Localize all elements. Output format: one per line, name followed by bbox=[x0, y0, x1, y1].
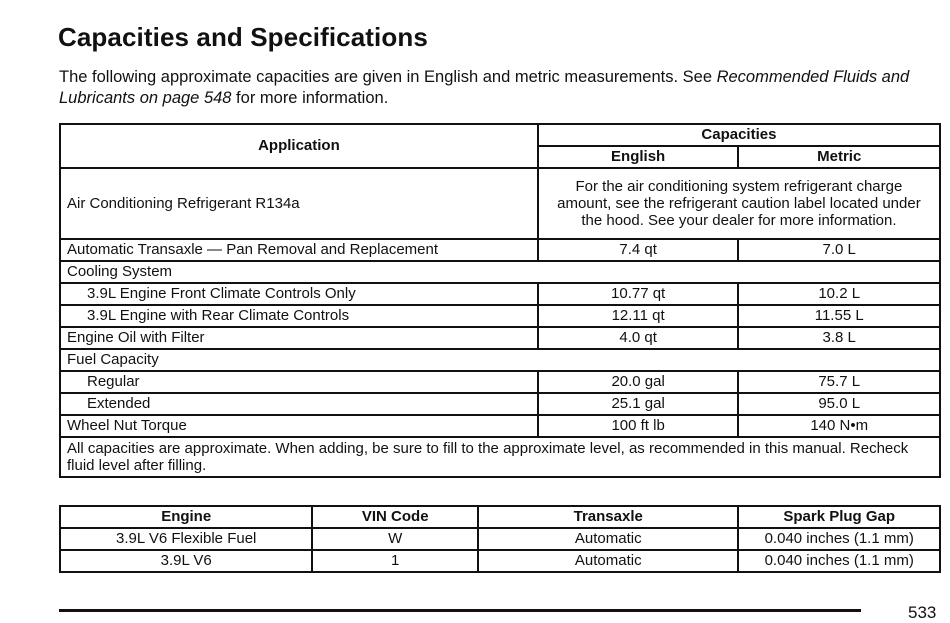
ac-note-cell: For the air conditioning system refrigerant charge amount, see the refrigerant caution label located under the hood. See your dealer for more information. bbox=[538, 168, 940, 239]
page-number: 533 bbox=[908, 603, 937, 622]
intro-paragraph bbox=[59, 67, 944, 109]
table-row bbox=[60, 305, 940, 327]
engine-specifications-table bbox=[59, 505, 941, 573]
english-cell: 4.0 qt bbox=[538, 327, 739, 349]
table-row bbox=[60, 393, 940, 415]
table-row bbox=[60, 168, 940, 239]
application-cell: Engine Oil with Filter bbox=[60, 327, 538, 349]
intro-text: The following approximate capacities are given in English and metric measurements. See bbox=[59, 68, 717, 86]
engine-cell: 3.9L V6 bbox=[60, 550, 312, 572]
header-english: English bbox=[538, 146, 739, 168]
table-row bbox=[60, 239, 940, 261]
header-application: Application bbox=[60, 124, 538, 168]
header-engine: Engine bbox=[60, 506, 312, 528]
application-cell: Regular bbox=[60, 371, 538, 393]
header-spark-plug-gap: Spark Plug Gap bbox=[738, 506, 940, 528]
transaxle-cell: Automatic bbox=[478, 528, 738, 550]
header-capacities: Capacities bbox=[538, 124, 940, 146]
table-row bbox=[60, 528, 940, 550]
section-cell: Cooling System bbox=[60, 261, 940, 283]
table-header-row bbox=[60, 124, 940, 146]
metric-cell: 95.0 L bbox=[738, 393, 940, 415]
engine-cell: 3.9L V6 Flexible Fuel bbox=[60, 528, 312, 550]
page-title: Capacities and Specifications bbox=[58, 22, 428, 52]
table-section-row bbox=[60, 349, 940, 371]
table-row bbox=[60, 550, 940, 572]
english-cell: 7.4 qt bbox=[538, 239, 739, 261]
application-cell: 3.9L Engine with Rear Climate Controls bbox=[60, 305, 538, 327]
table-row bbox=[60, 327, 940, 349]
english-cell: 12.11 qt bbox=[538, 305, 739, 327]
table-header-row bbox=[60, 506, 940, 528]
metric-cell: 3.8 L bbox=[738, 327, 940, 349]
metric-cell: 10.2 L bbox=[738, 283, 940, 305]
footnote-cell: All capacities are approximate. When adding, be sure to fill to the approximate level, as recommended in this manual. Recheck fluid level after filling. bbox=[60, 437, 940, 477]
metric-cell: 7.0 L bbox=[738, 239, 940, 261]
footer-rule bbox=[59, 609, 861, 612]
header-transaxle: Transaxle bbox=[478, 506, 738, 528]
intro-text-end: for more information. bbox=[231, 89, 389, 107]
application-cell: Air Conditioning Refrigerant R134a bbox=[60, 168, 538, 239]
intro-reference: Recommended Fluids and Lubricants on page 548 bbox=[59, 68, 910, 107]
spark-plug-gap-cell: 0.040 inches (1.1 mm) bbox=[738, 528, 940, 550]
transaxle-cell: Automatic bbox=[478, 550, 738, 572]
metric-cell: 11.55 L bbox=[738, 305, 940, 327]
spark-plug-gap-cell: 0.040 inches (1.1 mm) bbox=[738, 550, 940, 572]
header-vin-code: VIN Code bbox=[312, 506, 478, 528]
table-section-row bbox=[60, 261, 940, 283]
table-row bbox=[60, 283, 940, 305]
section-cell: Fuel Capacity bbox=[60, 349, 940, 371]
application-cell: Extended bbox=[60, 393, 538, 415]
application-cell: 3.9L Engine Front Climate Controls Only bbox=[60, 283, 538, 305]
metric-cell: 140 N•m bbox=[738, 415, 940, 437]
vin-code-cell: 1 bbox=[312, 550, 478, 572]
metric-cell: 75.7 L bbox=[738, 371, 940, 393]
english-cell: 25.1 gal bbox=[538, 393, 739, 415]
vin-code-cell: W bbox=[312, 528, 478, 550]
english-cell: 20.0 gal bbox=[538, 371, 739, 393]
header-metric: Metric bbox=[738, 146, 940, 168]
table-row bbox=[60, 415, 940, 437]
capacities-table bbox=[59, 123, 941, 478]
application-cell: Wheel Nut Torque bbox=[60, 415, 538, 437]
english-cell: 10.77 qt bbox=[538, 283, 739, 305]
english-cell: 100 ft lb bbox=[538, 415, 739, 437]
table-row bbox=[60, 371, 940, 393]
table-footnote-row bbox=[60, 437, 940, 477]
application-cell: Automatic Transaxle — Pan Removal and Replacement bbox=[60, 239, 538, 261]
